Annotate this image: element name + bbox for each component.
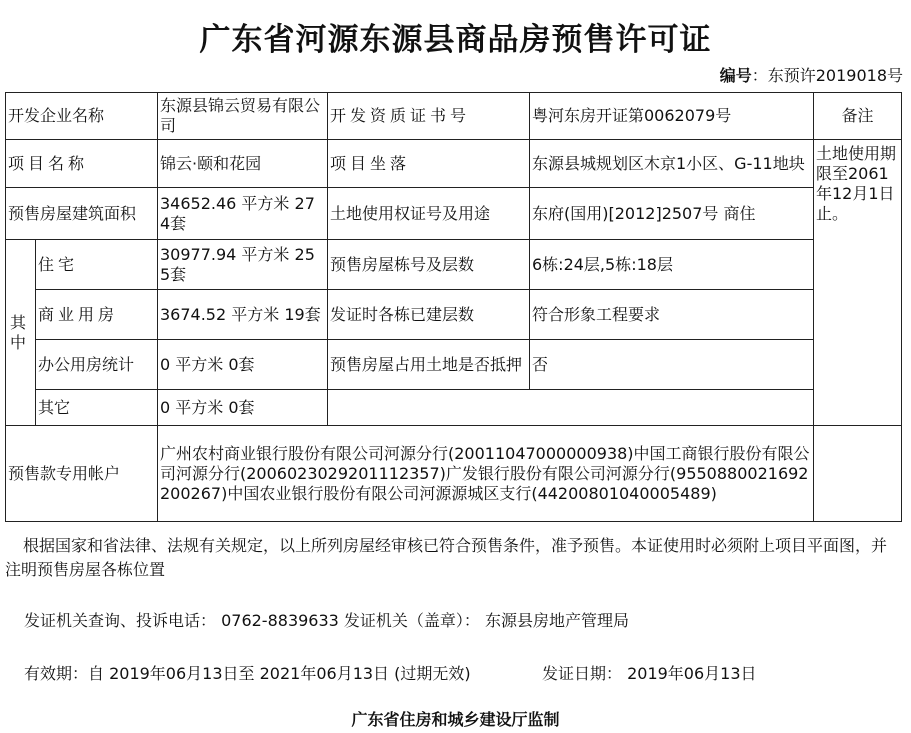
table-row <box>6 340 902 390</box>
project-value: 锦云·颐和花园 <box>158 140 328 188</box>
account-value: 广州农村商业银行股份有限公司河源分行(20011047000000938)中国工商银行股份有限公司河源分行(2006023029201112357)广发银行股份有限公司河源分行(9550880021692200267)中国农业银行股份有限公司河源源城区支行(44200801040005489) <box>158 426 814 522</box>
location-value: 东源县城规划区木京1小区、G-11地块 <box>530 140 814 188</box>
table-row <box>6 426 902 522</box>
table-row <box>6 140 902 188</box>
empty-cell <box>328 390 814 426</box>
residential-label: 住宅 <box>36 240 158 290</box>
buildings-label: 预售房屋栋号及层数 <box>328 240 530 290</box>
account-label: 预售款专用帐户 <box>6 426 158 522</box>
qualification-label: 开发资质证书号 <box>328 93 530 140</box>
commercial-value: 3674.52 平方米 19套 <box>158 290 328 340</box>
serial-label: 编号 <box>719 66 752 85</box>
residential-value: 30977.94 平方米 255套 <box>158 240 328 290</box>
certificate-table <box>5 92 902 522</box>
commercial-label: 商业用房 <box>36 290 158 340</box>
remarks-value: 土地使用期限至2061年12月1日止。 <box>814 140 902 426</box>
built-floors-value: 符合形象工程要求 <box>530 290 814 340</box>
serial-value: ：东预许2019018号 <box>751 66 903 85</box>
office-value: 0 平方米 0套 <box>158 340 328 390</box>
table-row <box>6 240 902 290</box>
table-row <box>6 93 902 140</box>
table-row <box>6 290 902 340</box>
land-cert-label: 土地使用权证号及用途 <box>328 188 530 240</box>
developer-label: 开发企业名称 <box>6 93 158 140</box>
land-cert-value: 东府(国用)[2012]2507号 商住 <box>530 188 814 240</box>
other-label: 其它 <box>36 390 158 426</box>
contact-line: 发证机关查询、投诉电话： 0762-8839633 发证机关（盖章）： 东源县房地产管理局 <box>24 611 630 630</box>
other-value: 0 平方米 0套 <box>158 390 328 426</box>
office-label: 办公用房统计 <box>36 340 158 390</box>
built-floors-label: 发证时各栋已建层数 <box>328 290 530 340</box>
project-label: 项目名称 <box>6 140 158 188</box>
validity-line: 有效期：自 2019年06月13日至 2021年06月13日 (过期无效) <box>24 664 471 683</box>
notice-text: 根据国家和省法律、法规有关规定，以上所列房屋经审核已符合预售条件，准予预售。本证使用时必须附上项目平面图，并注明预售房屋各栋位置 <box>5 536 888 579</box>
empty-cell <box>814 426 902 522</box>
serial-number <box>720 63 903 86</box>
among-label: 其中 <box>6 240 36 426</box>
table-row <box>6 390 902 426</box>
footer-supervisor: 广东省住房和城乡建设厅监制 <box>351 710 560 729</box>
remarks-label: 备注 <box>814 93 902 140</box>
issue-date: 发证日期： 2019年06月13日 <box>542 664 757 683</box>
page-title: 广东省河源东源县商品房预售许可证 <box>199 22 712 58</box>
buildings-value: 6栋:24层,5栋:18层 <box>530 240 814 290</box>
mortgage-value: 否 <box>530 340 814 390</box>
mortgage-label: 预售房屋占用土地是否抵押 <box>328 340 530 390</box>
area-value: 34652.46 平方米 274套 <box>158 188 328 240</box>
table-row <box>6 188 902 240</box>
area-label: 预售房屋建筑面积 <box>6 188 158 240</box>
qualification-value: 粤河东房开证第0062079号 <box>530 93 814 140</box>
developer-value: 东源县锦云贸易有限公司 <box>158 93 328 140</box>
location-label: 项目坐落 <box>328 140 530 188</box>
